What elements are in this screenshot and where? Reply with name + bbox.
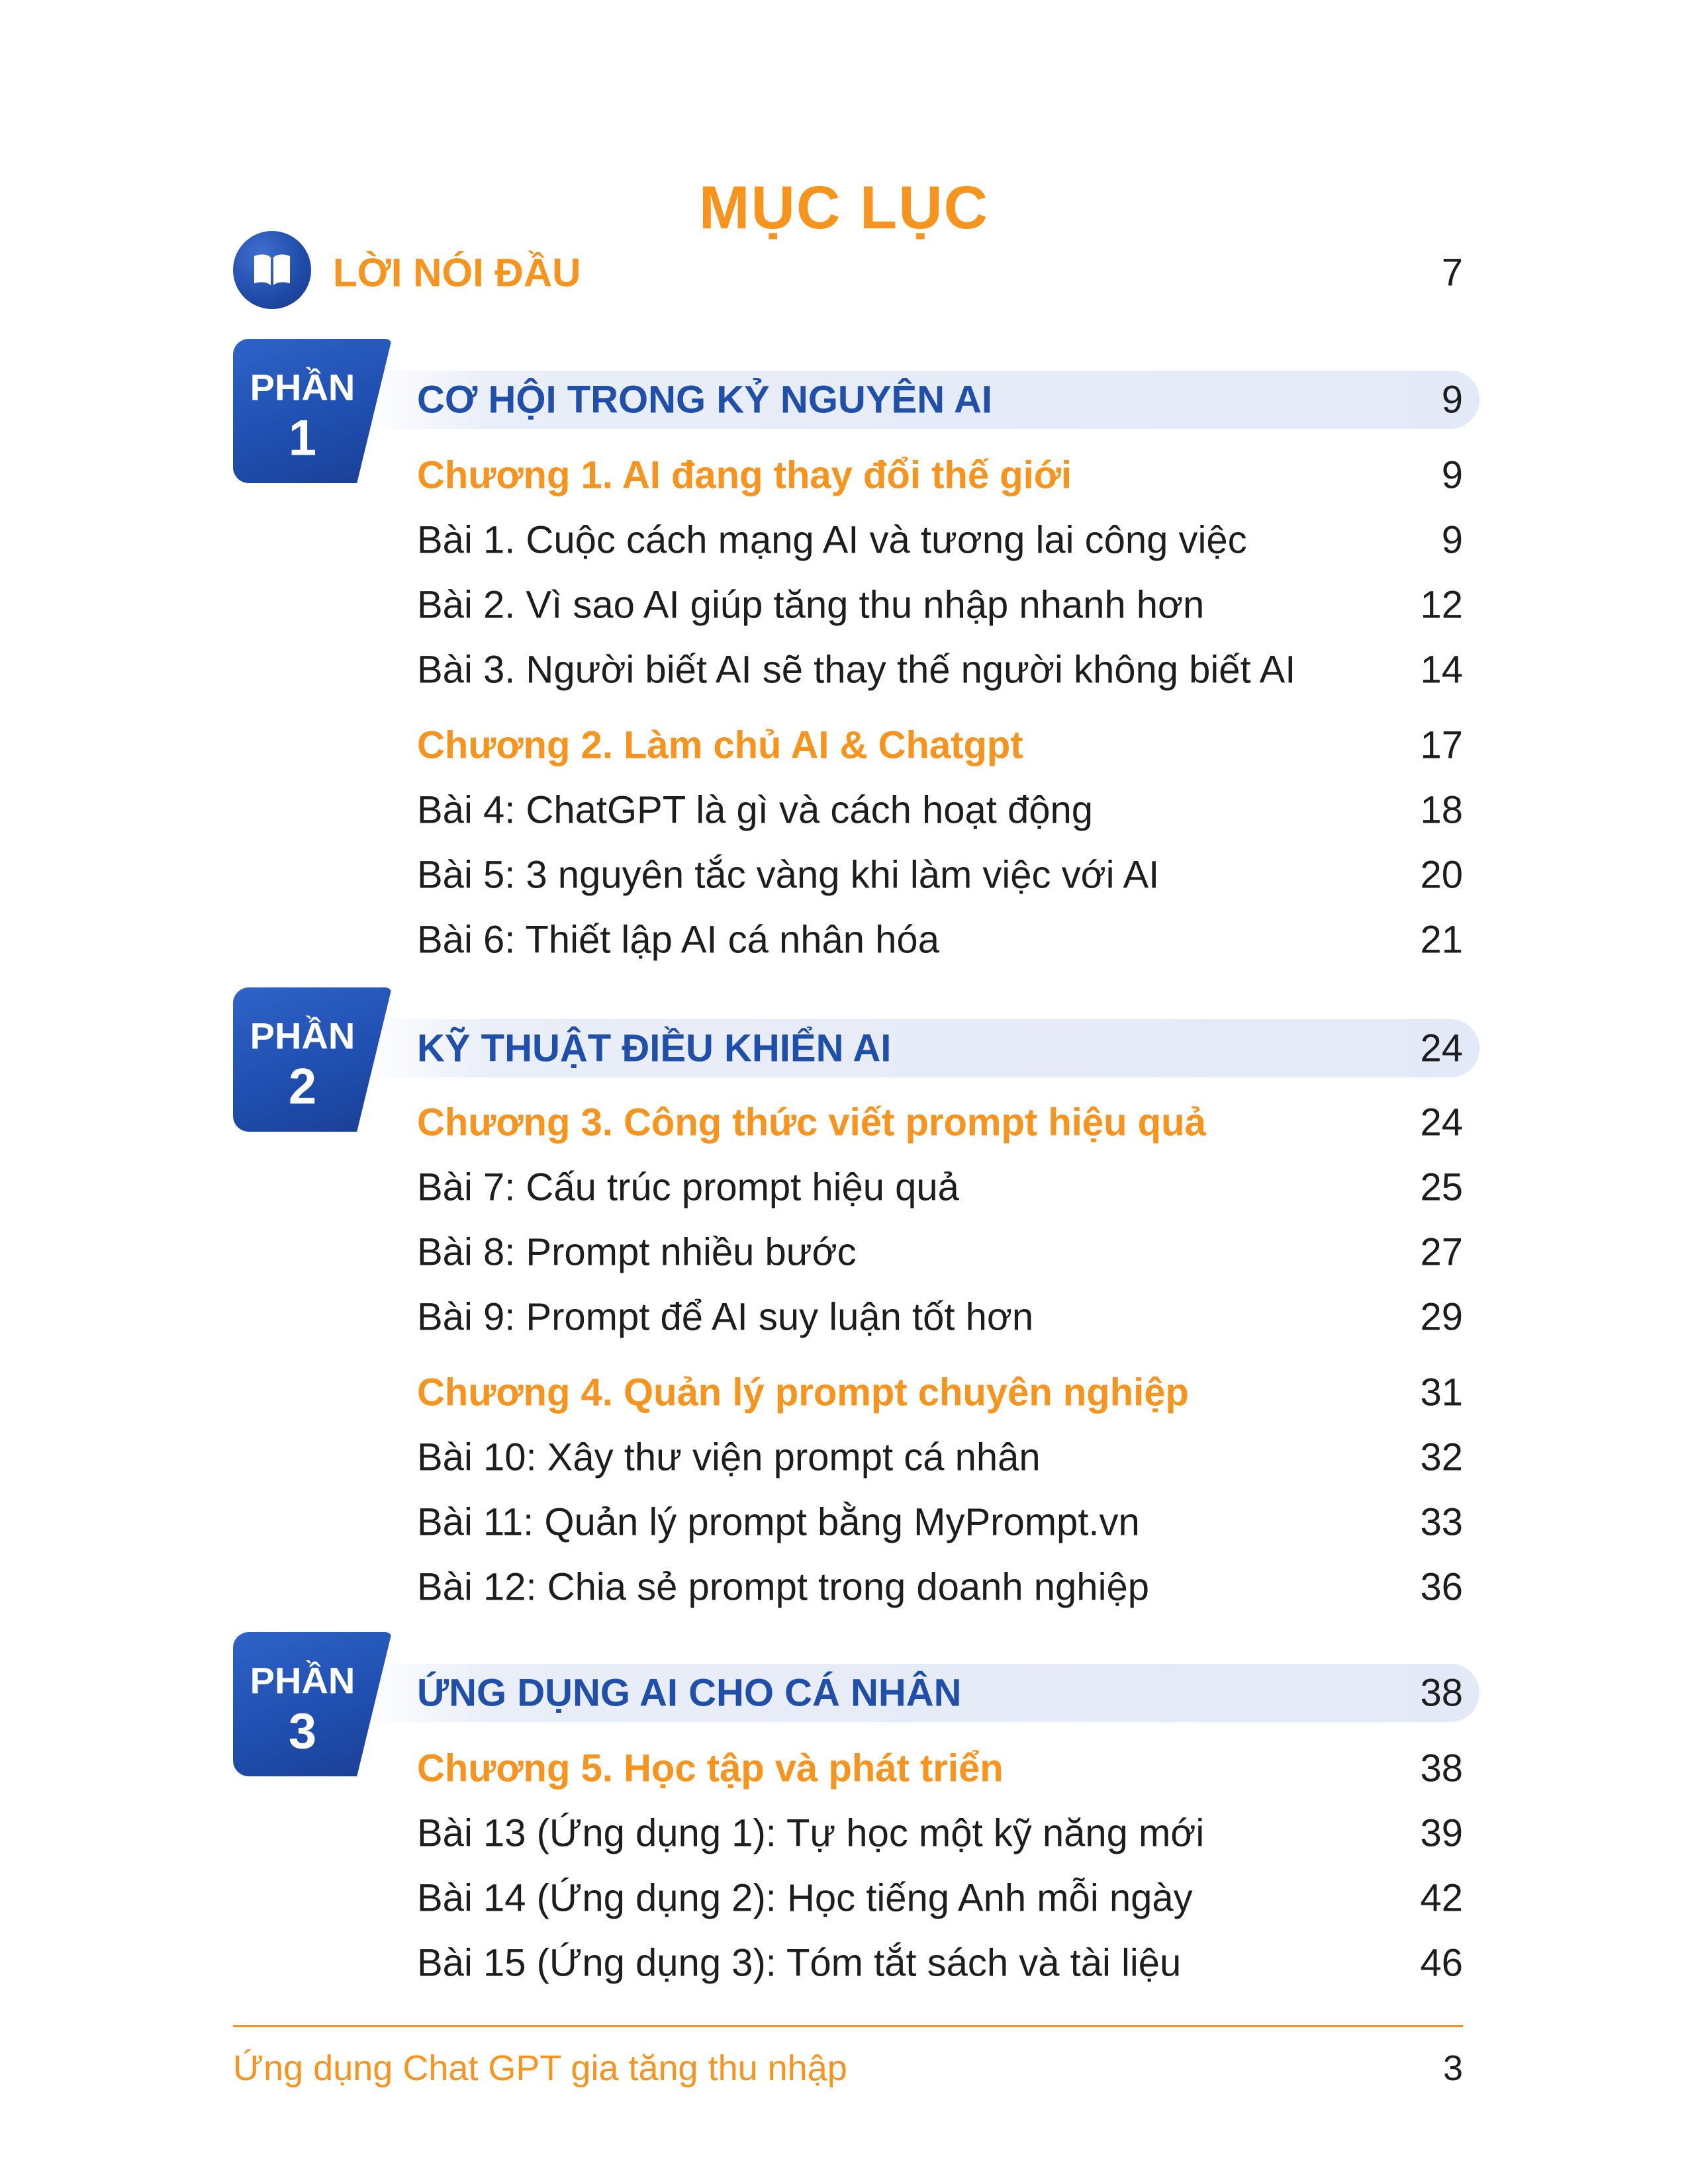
part-2-badge-word: PHẦN (250, 1015, 355, 1057)
lesson-page: 14 (1420, 648, 1463, 692)
lesson-page: 32 (1420, 1435, 1463, 1479)
lesson-page: 27 (1420, 1230, 1463, 1274)
footer-book-title: Ứng dụng Chat GPT gia tăng thu nhập (233, 2048, 847, 2088)
chapter-title: Chương 1. AI đang thay đổi thế giới (417, 453, 1072, 497)
lesson-title: Bài 3. Người biết AI sẽ thay thế người không biết AI (417, 648, 1296, 692)
footer-page-number: 3 (1442, 2048, 1463, 2088)
part-1-badge-word: PHẦN (250, 366, 355, 408)
preface-page: 7 (1441, 251, 1463, 295)
lesson-page: 20 (1420, 853, 1463, 897)
lesson-title: Bài 14 (Ứng dụng 2): Học tiếng Anh mỗi ngày (417, 1876, 1193, 1920)
toc-title: MỤC LỤC (698, 174, 990, 242)
part-2-page: 24 (1420, 1026, 1463, 1070)
part-1-page: 9 (1441, 378, 1463, 422)
lesson-title: Bài 9: Prompt để AI suy luận tốt hơn (417, 1295, 1034, 1339)
lesson-title: Bài 7: Cấu trúc prompt hiệu quả (417, 1165, 959, 1209)
lesson-page: 12 (1420, 583, 1463, 627)
lesson-page: 18 (1420, 788, 1463, 832)
lesson-page: 42 (1420, 1876, 1463, 1920)
lesson-title: Bài 13 (Ứng dụng 1): Tự học một kỹ năng mới (417, 1811, 1205, 1855)
part-3-title: ỨNG DỤNG AI CHO CÁ NHÂN (417, 1671, 962, 1715)
lesson-title: Bài 2. Vì sao AI giúp tăng thu nhập nhanh hơn (417, 583, 1205, 627)
lesson-title: Bài 5: 3 nguyên tắc vàng khi làm việc với AI (417, 853, 1160, 897)
lesson-page: 21 (1420, 918, 1463, 962)
lesson-page: 46 (1420, 1941, 1463, 1985)
chapter-page: 17 (1420, 723, 1463, 767)
part-3-badge-word: PHẦN (250, 1659, 355, 1702)
part-2-badge-number: 2 (288, 1058, 317, 1115)
part-1-title: CƠ HỘI TRONG KỶ NGUYÊN AI (417, 378, 993, 422)
chapter-title: Chương 2. Làm chủ AI & Chatgpt (417, 723, 1023, 767)
chapter-page: 9 (1441, 453, 1463, 497)
chapter-page: 24 (1420, 1101, 1463, 1144)
part-3-badge-number: 3 (288, 1703, 317, 1760)
lesson-title: Bài 11: Quản lý prompt bằng MyPrompt.vn (417, 1500, 1140, 1544)
part-2-title: KỸ THUẬT ĐIỀU KHIỂN AI (417, 1026, 892, 1070)
chapter-title: Chương 5. Học tập và phát triển (417, 1747, 1004, 1790)
lesson-page: 9 (1441, 518, 1463, 562)
lesson-title: Bài 8: Prompt nhiều bước (417, 1230, 857, 1274)
footer-divider (233, 2025, 1463, 2027)
chapter-title: Chương 3. Công thức viết prompt hiệu quả (417, 1101, 1206, 1144)
lesson-page: 29 (1420, 1295, 1463, 1339)
lesson-title: Bài 4: ChatGPT là gì và cách hoạt động (417, 788, 1094, 832)
chapter-page: 38 (1420, 1747, 1463, 1790)
lesson-title: Bài 15 (Ứng dụng 3): Tóm tắt sách và tài liệu (417, 1941, 1182, 1985)
part-3-page: 38 (1420, 1671, 1463, 1715)
preface-label: LỜI NÓI ĐẦU (333, 250, 581, 295)
lesson-title: Bài 1. Cuộc cách mạng AI và tương lai công việc (417, 518, 1247, 562)
lesson-page: 33 (1420, 1500, 1463, 1544)
chapter-title: Chương 4. Quản lý prompt chuyên nghiệp (417, 1371, 1189, 1414)
lesson-page: 25 (1420, 1165, 1463, 1209)
lesson-title: Bài 6: Thiết lập AI cá nhân hóa (417, 918, 939, 962)
lesson-title: Bài 12: Chia sẻ prompt trong doanh nghiệp (417, 1565, 1149, 1609)
chapter-page: 31 (1420, 1371, 1463, 1414)
lesson-page: 39 (1420, 1811, 1463, 1855)
lesson-page: 36 (1420, 1565, 1463, 1609)
open-book-icon (233, 231, 311, 309)
part-1-badge-number: 1 (288, 410, 317, 467)
lesson-title: Bài 10: Xây thư viện prompt cá nhân (417, 1435, 1041, 1479)
